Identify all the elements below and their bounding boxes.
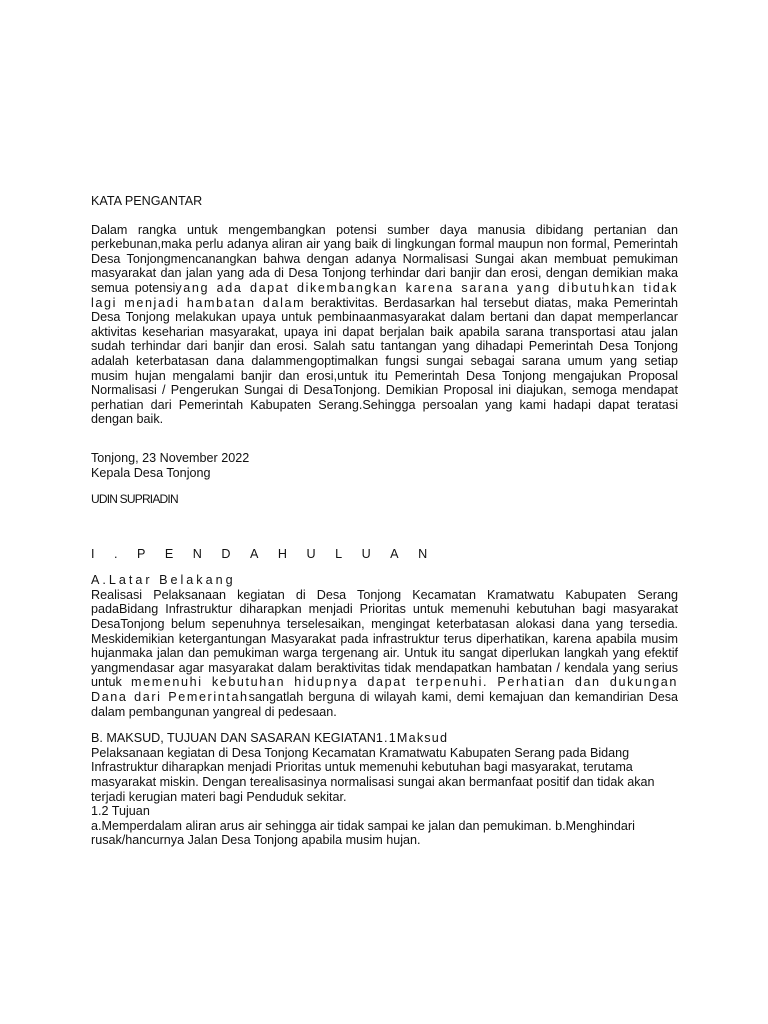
maksud-label: 1.1Maksud: [375, 731, 449, 746]
preface-text-2: yang ada dapat dikembangkan karena sarana yang dibutuhkan tidak lagi menjadi hambatan dalam: [91, 280, 678, 310]
maksud-paragraph: Pelaksanaan kegiatan di Desa Tonjong Kecamatan Kramatwatu Kabupaten Serang pada Bidang Infrastruktur diharapkan menjadi Prioritas untuk memenuhi kebutuhan bagi masyarakat, terutama masyarakat miskin. Dengan terealisasinya normalisasi sungai akan bermanfaat positif dan tidak akan terjadi kerugian materi bagi Penduduk sekitar.: [91, 745, 655, 804]
section-heading: I.PENDAHULUAN: [91, 546, 447, 561]
preface-text-1: Dalam rangka untuk mengembangkan potensi sumber daya manusia dibidang pertanian dan perkebunan,maka perlu adanya aliran air yang baik di lingkungan formal maupun non formal, Pemerintah Desa Tonjongmencanangkan bahwa dengan adanya Normalisasi Sungai akan membuat pemukiman masyarakat dan jalan yang ada di Desa Tonjong terhindar dari banjir dan erosi, dengan demikian maka semua potensi: [91, 222, 678, 295]
document-body: [91, 194, 678, 848]
tujuan-paragraph: a.Memperdalam aliran arus air sehingga air tidak sampai ke jalan dan pemukiman. b.Menghindari rusak/hancurnya Jalan Desa Tonjong apabila musim hujan.: [91, 818, 635, 848]
signer-position: Kepala Desa Tonjong: [91, 465, 211, 480]
preface-text-3: beraktivitas. Berdasarkan hal tersebut diatas, maka Pemerintah Desa Tonjong melakukan upaya untuk pembinaanmasyarakat dalam bertani dan dapat memperlancar aktivitas keseharian masyarakat, upaya ini dapat berjalan baik apabila sarana transportasi atau jalan sudah terhindar dari banjir dan erosi. Salah satu tantangan yang dihadapi Pemerintah Desa Tonjong adalah keterbatasan dana dalammengoptimalkan fungsi sungai sebagai sarana umum yang setiap musim hujan mengalami banjir dan erosi,untuk itu Pemerintah Desa Tonjong mengajukan Proposal Normalisasi / Pengerukan Sungai di DesaTonjong. Demikian Proposal ini diajukan, semoga mendapat perhatian dari Pemerintah Kabupaten Serang.Sehingga persoalan yang kami hadapi dapat teratasi dengan baik.: [91, 295, 678, 427]
background-text-2: memenuhi kebutuhan hidupnya dapat terpenuhi. Perhatian dan dukungan Dana dari Pemerintah: [91, 675, 678, 705]
tujuan-heading: 1.2 Tujuan: [91, 804, 150, 819]
signer-name: UDIN SUPRIADIN: [91, 492, 178, 507]
subsection-heading: A.Latar Belakang: [91, 573, 236, 588]
page-title: KATA PENGANTAR: [91, 194, 203, 208]
place-date: Tonjong, 23 November 2022: [91, 450, 250, 465]
section-b-title: B. MAKSUD, TUJUAN DAN SASARAN KEGIATAN: [91, 731, 376, 746]
background-text-3: sangatlah berguna di wilayah kami, demi kemajuan dan kemandirian Desa dalam pembangunan yangreal di pedesaan.: [91, 690, 678, 719]
section-b-heading: [91, 731, 678, 746]
background-text-1: Realisasi Pelaksanaan kegiatan di Desa Tonjong Kecamatan Kramatwatu Kabupaten Serang padaBidang Infrastruktur diharapkan menjadi Prioritas untuk memenuhi kebutuhan bagi masyarakat DesaTonjong belum sepenuhnya terselesaikan, mengingat keterbatasan alokasi dana yang tersedia. Meskidemikian ketergantungan Masyarakat pada infrastruktur terus diperhatikan, karena apabila musim hujanmaka jalan dan pemukiman warga tergenang air. Untuk itu sangat diperlukan langkah yang efektif yangmendasar agar masyarakat dalam beraktivitas tidak mendapatkan hambatan / kendala yang serius untuk: [91, 587, 678, 690]
background-paragraph: [91, 588, 678, 719]
preface-paragraph: [91, 223, 678, 427]
